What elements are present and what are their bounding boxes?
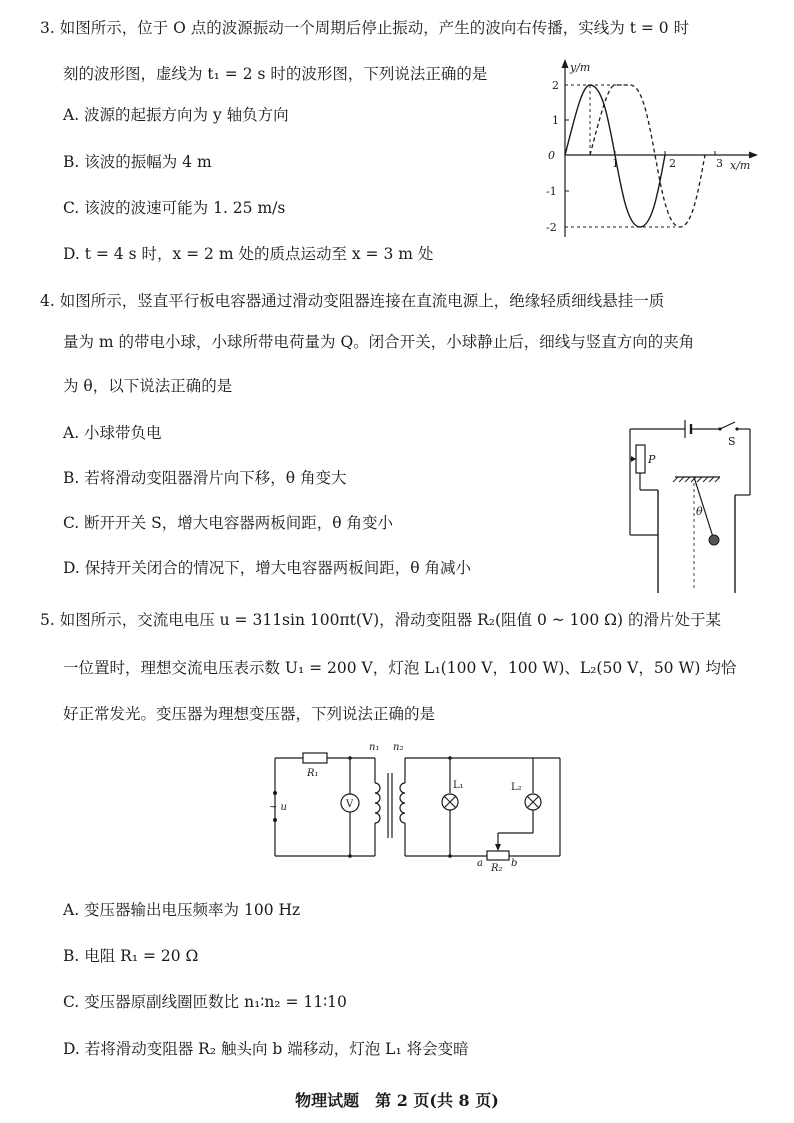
page-footer: 物理试题 第 2 页(共 8 页) [295,1091,499,1110]
n1-label: n₁ [369,742,380,753]
x-axis-arrow [749,152,758,159]
q5-option-c: C. 变压器原副线圈匝数比 n₁∶n₂ = 11∶10 [63,993,347,1011]
l2-label: L₂ [511,782,522,793]
n2-label: n₂ [393,742,404,753]
q5-option-d: D. 若将滑动变阻器 R₂ 触头向 b 端移动，灯泡 L₁ 将会变暗 [63,1040,469,1058]
wave-graph [530,55,770,245]
q5-stem-line3: 好正常发光。变压器为理想变压器，下列说法正确的是 [63,705,436,723]
slider-arrow [631,456,636,462]
y-tick-neg2: -2 [546,221,557,234]
switch-label: S [728,435,736,448]
q3-stem-line2: 刻的波形图，虚线为 t₁ = 2 s 时的波形图，下列说法正确的是 [63,65,488,83]
y-tick-2: 2 [552,79,559,92]
slider-label: P [648,453,656,466]
rheostat-r2 [487,851,509,860]
q3-option-c: C. 该波的波速可能为 1. 25 m/s [63,199,286,217]
x-tick-2: 2 [669,157,676,170]
rheostat [636,445,645,473]
r2-label: R₂ [491,863,503,873]
q3-option-b: B. 该波的振幅为 4 m [63,153,212,171]
resistor-r1 [303,753,327,763]
angle-label: θ [696,505,703,518]
x-tick-3: 3 [716,157,723,170]
voltmeter-label: V [346,799,354,810]
secondary-coil [400,783,405,823]
q4-stem-line3: 为 θ，以下说法正确的是 [63,377,233,395]
y-tick-1: 1 [552,114,559,127]
q5-stem-line1: 5. 如图所示，交流电电压 u = 311sin 100πt(V)，滑动变阻器 R₂(阻值 0 ~ 100 Ω) 的滑片处于某 [40,611,721,629]
x-tick-1: 1 [612,157,619,170]
x-axis-label: x/m [730,159,751,172]
q3-option-d: D. t = 4 s 时，x = 2 m 处的质点运动至 x = 3 m 处 [63,245,434,263]
switch-s [720,422,735,429]
q3-option-a: A. 波源的起振方向为 y 轴负方向 [63,106,289,124]
b-label: b [511,858,518,869]
q4-option-a: A. 小球带负电 [63,424,162,442]
y-axis-label: y/m [570,61,591,74]
a-label: a [477,858,483,869]
wave-dashed-t1 [590,85,705,227]
y-axis-arrow [562,59,569,68]
transformer-circuit [265,738,565,873]
source-label: ~ u [269,802,287,813]
charged-ball [709,535,719,545]
y-tick-neg1: -1 [546,185,557,198]
q4-option-c: C. 断开开关 S，增大电容器两板间距，θ 角变小 [63,514,393,532]
q5-stem-line2: 一位置时，理想交流电压表示数 U₁ = 200 V，灯泡 L₁(100 V，100 W)、L₂(50 V，50 W) 均恰 [63,659,737,677]
wave-solid-t0 [565,85,665,227]
r1-label: R₁ [307,768,319,779]
q4-stem-line1: 4. 如图所示，竖直平行板电容器通过滑动变阻器连接在直流电源上，绝缘轻质细线悬挂一质 [40,292,665,310]
q4-option-b: B. 若将滑动变阻器滑片向下移，θ 角变大 [63,469,347,487]
origin-label: 0 [548,149,555,162]
q5-option-a: A. 变压器输出电压频率为 100 Hz [63,901,301,919]
q4-option-d: D. 保持开关闭合的情况下，增大电容器两板间距，θ 角减小 [63,559,471,577]
r2-slider-arrow [495,844,501,851]
q3-stem-line1: 3. 如图所示，位于 O 点的波源振动一个周期后停止振动，产生的波向右传播，实线为 t = 0 时 [40,19,690,37]
capacitor-circuit [610,415,770,595]
l1-label: L₁ [453,780,464,791]
primary-coil [375,783,380,823]
q4-stem-line2: 量为 m 的带电小球，小球所带电荷量为 Q。闭合开关，小球静止后，细线与竖直方向的夹角 [63,333,695,351]
q5-option-b: B. 电阻 R₁ = 20 Ω [63,947,199,965]
